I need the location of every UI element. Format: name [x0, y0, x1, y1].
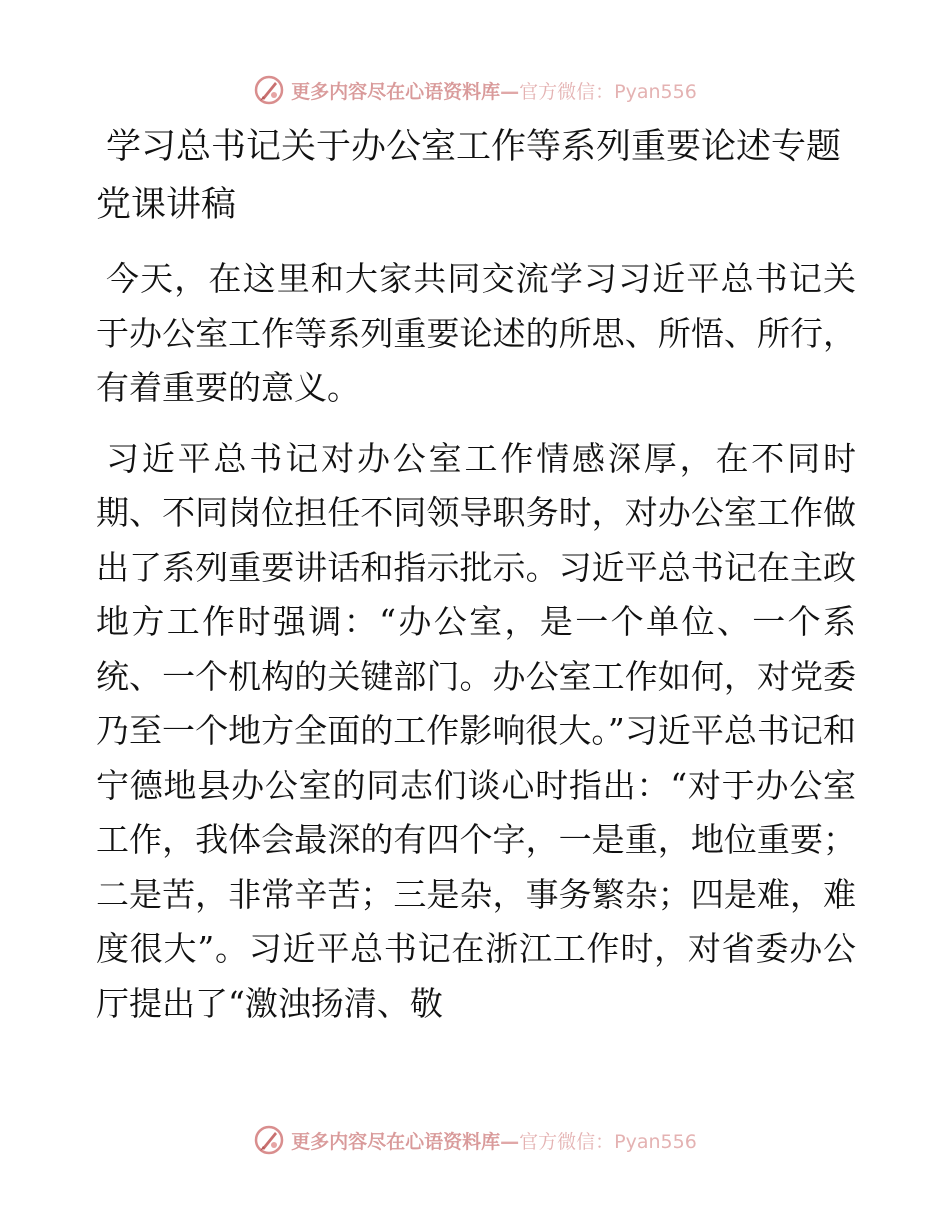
watermark-separator: —	[500, 80, 520, 103]
document-title: 学习总书记关于办公室工作等系列重要论述专题党课讲稿	[96, 127, 842, 225]
paragraph-2: 习近平总书记对办公室工作情感深厚，在不同时期、不同岗位担任不同领导职务时，对办公室工作做出了系列重要讲话和指示批示。习近平总书记在主政地方工作时强调：“办公室，是一个单位、一个系统、一个机构的关键部门。办公室工作如何，对党委乃至一个地方全面的工作影响很大。”习近平总书记和宁德地县办公室的同志们谈心时指出：“对于办公室工作，我体会最深的有四个字，一是重，地位重要；二是苦，非常辛苦；三是杂，事务繁杂；四是难，难度很大”。习近平总书记在浙江工作时，对省委办公厅提出了“激浊扬清、敬	[96, 438, 856, 1023]
watermark-text	[291, 1127, 697, 1154]
quill-pen-logo-icon	[253, 1124, 285, 1156]
watermark-contact: 官方微信：Pyan556	[519, 1130, 697, 1153]
footer-watermark	[0, 1120, 950, 1160]
quill-pen-logo-icon	[253, 74, 285, 106]
watermark-contact: 官方微信：Pyan556	[519, 80, 697, 103]
paragraph-1: 今天，在这里和大家共同交流学习习近平总书记关于办公室工作等系列重要论述的所思、所悟、所行，有着重要的意义。	[96, 259, 856, 407]
header-watermark	[0, 70, 950, 110]
watermark-text	[291, 77, 697, 104]
document-body	[96, 118, 856, 1031]
watermark-brand: 更多内容尽在心语资料库	[291, 1130, 501, 1153]
watermark-brand: 更多内容尽在心语资料库	[291, 80, 501, 103]
watermark-separator: —	[500, 1130, 520, 1153]
